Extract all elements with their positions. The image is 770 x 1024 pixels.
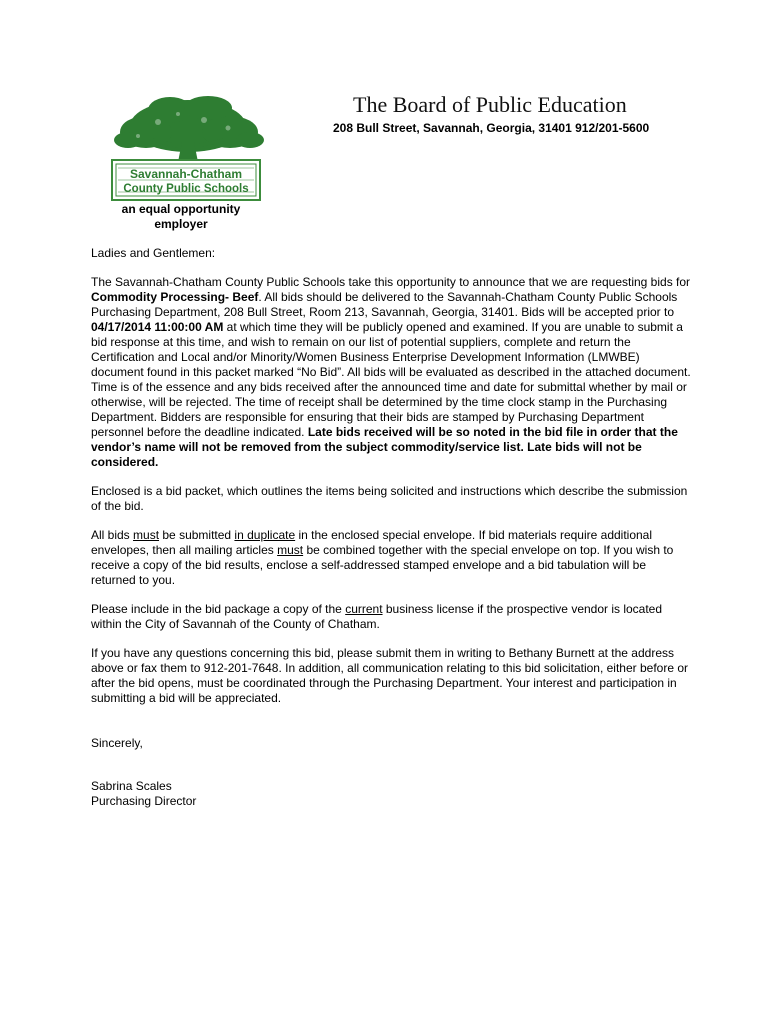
logo-tagline <box>106 202 256 232</box>
late-bid-notice: Late bids received will be so noted in the bid file in order that the vendor’s name will not be removed from the subject commodity/service list. Late bids will not be considered. <box>91 425 678 469</box>
school-logo <box>108 92 268 204</box>
signer-title: Purchasing Director <box>91 794 197 808</box>
logo-line2: County Public Schools <box>123 183 249 195</box>
tree-logo-icon <box>108 92 268 204</box>
bid-deadline: 04/17/2014 11:00:00 AM <box>91 320 224 334</box>
paragraph-4: Please include in the bid package a copy of the current business license if the prospective vendor is located within the City of Savannah of the County of Chatham. <box>91 602 663 631</box>
tagline-line2: employer <box>154 217 208 231</box>
paragraph-1: The Savannah-Chatham County Public Schools take this opportunity to announce that we are requesting bids for Commodity Processing- Beef. All bids should be delivered to the Savannah-Chatham County Public Schools Purchasing Department, 208 Bull Street, Room 213, Savannah, Georgia, 31401. Bids will be accepted prior to 04/17/2014 11:00:00 AM at which time they will be publicly opened and examined. If you are unable to submit a bid response at this time, and wish to remain on our list of potential suppliers, complete and return the Certification and Local and/or Minority/Women Business Enterprise Development Information (LMWBE) document found in this packet marked “No Bid”. All bids will be evaluated as described in the attached document. Time is of the essence and any bids received after the announced time and date for submittal whether by mail or otherwise, will be rejected. The time of receipt shall be determined by the time clock stamp in the Purchasing Department. Bidders are responsible for ensuring that their bids are stamped by Purchasing Department personnel before the deadline indicated. Late bids received will be so noted in the bid file in order that the vendor’s name will not be removed from the subject commodity/service list. Late bids will not be considered. <box>91 275 691 469</box>
paragraph-3: All bids must be submitted in duplicate in the enclosed special envelope. If bid materials require additional envelopes, then all mailing articles must be combined together with the special envelope on top. If you wish to receive a copy of the bid results, enclose a self-addressed stamped envelope and a bid tabulation will be returned to you. <box>91 528 674 587</box>
commodity-name: Commodity Processing- Beef <box>91 290 259 304</box>
logo-line1: Savannah-Chatham <box>129 167 243 181</box>
letter-body <box>91 246 691 809</box>
paragraph-2: Enclosed is a bid packet, which outlines the items being solicited and instructions which describe the submission of the bid. <box>91 484 688 513</box>
paragraph-5: If you have any questions concerning this bid, please submit them in writing to Bethany Burnett at the address above or fax them to 912-201-7648. In addition, all communication relating to this bid solicitation, either before or after the bid opens, must be coordinated through the Purchasing Department. Your interest and participation in submitting a bid will be appreciated. <box>91 646 689 705</box>
tagline-line1: an equal opportunity <box>121 202 241 216</box>
closing: Sincerely, <box>91 736 143 750</box>
org-address: 208 Bull Street, Savannah, Georgia, 31401 912/201-5600 <box>333 121 650 135</box>
org-name: The Board of Public Education <box>353 92 627 117</box>
greeting: Ladies and Gentlemen: <box>91 246 216 260</box>
signer-name: Sabrina Scales <box>91 779 172 793</box>
